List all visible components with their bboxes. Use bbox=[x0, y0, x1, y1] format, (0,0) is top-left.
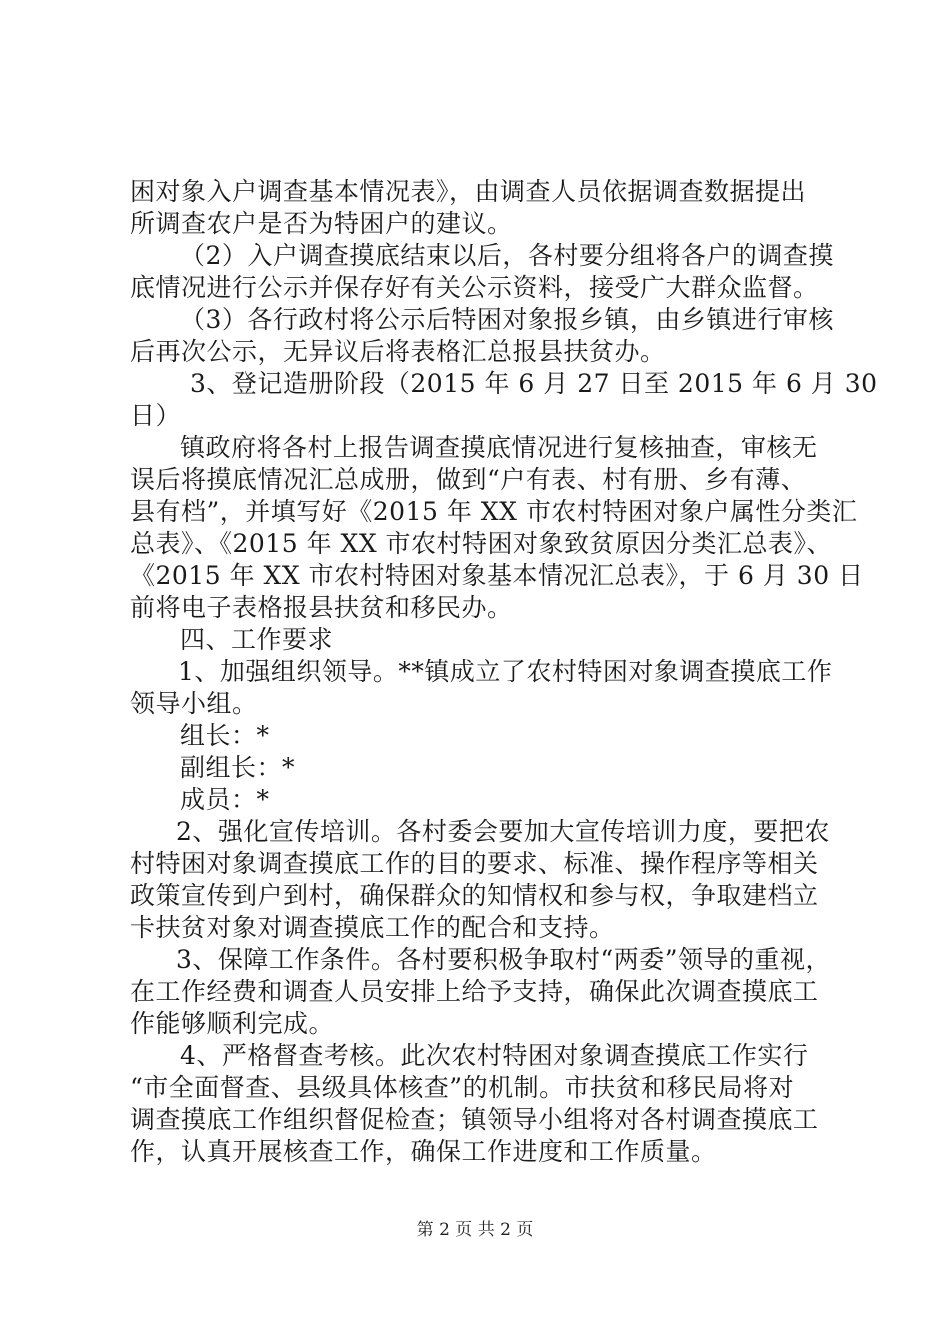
text-line: 前将电子表格报县扶贫和移民办。 bbox=[130, 593, 513, 622]
text-line: 县有档”，并填写好《2015 年 XX 市农村特困对象户属性分类汇 bbox=[130, 497, 858, 526]
text-line: 总表》、《2015 年 XX 市农村特困对象致贫原因分类汇总表》、 bbox=[130, 529, 833, 558]
text-line: 镇政府将各村上报告调查摸底情况进行复核抽查，审核无 bbox=[180, 433, 818, 462]
text-line: 日） bbox=[130, 401, 182, 430]
text-line: 2、强化宣传培训。各村委会要加大宣传培训力度，要把农 bbox=[176, 817, 830, 846]
text-line: “市全面督查、县级具体核查”的机制。市扶贫和移民局将对 bbox=[130, 1073, 795, 1102]
text-line: （2）入户调查摸底结束以后，各村要分组将各户的调查摸 bbox=[180, 241, 834, 270]
text-line: 后再次公示，无异议后将表格汇总报县扶贫办。 bbox=[130, 337, 666, 366]
text-line: （3）各行政村将公示后特困对象报乡镇，由乡镇进行审核 bbox=[180, 305, 834, 334]
section-heading: 3、登记造册阶段（2015 年 6 月 27 日至 2015 年 6 月 30 bbox=[190, 369, 878, 398]
text-line: 1、加强组织领导。**镇成立了农村特困对象调查摸底工作 bbox=[178, 657, 833, 686]
text-line: 作能够顺利完成。 bbox=[130, 1009, 335, 1038]
text-line: 组长：* bbox=[180, 721, 270, 750]
text-line: 卡扶贫对象对调查摸底工作的配合和支持。 bbox=[130, 913, 615, 942]
text-line: 底情况进行公示并保存好有关公示资料，接受广大群众监督。 bbox=[130, 273, 819, 302]
text-line: 副组长：* bbox=[180, 753, 296, 782]
text-line: 成员：* bbox=[180, 785, 270, 814]
text-line: 村特困对象调查摸底工作的目的要求、标准、操作程序等相关 bbox=[130, 849, 819, 878]
text-line: 误后将摸底情况汇总成册，做到“户有表、村有册、乡有薄、 bbox=[130, 465, 807, 494]
text-line: 在工作经费和调查人员安排上给予支持，确保此次调查摸底工 bbox=[130, 977, 819, 1006]
text-line: 所调查农户是否为特困户的建议。 bbox=[130, 209, 513, 238]
text-line: 调查摸底工作组织督促检查；镇领导小组将对各村调查摸底工 bbox=[130, 1105, 819, 1134]
text-line: 困对象入户调查基本情况表》，由调查人员依据调查数据提出 bbox=[130, 177, 807, 206]
text-line: 《2015 年 XX 市农村特困对象基本情况汇总表》，于 6 月 30 日 bbox=[130, 561, 864, 590]
text-line: 政策宣传到户到村，确保群众的知情权和参与权，争取建档立 bbox=[130, 881, 819, 910]
text-line: 作，认真开展核查工作，确保工作进度和工作质量。 bbox=[130, 1137, 717, 1166]
text-line: 4、严格督查考核。此次农村特困对象调查摸底工作实行 bbox=[180, 1041, 809, 1070]
text-line: 领导小组。 bbox=[130, 689, 258, 718]
section-heading: 四、工作要求 bbox=[180, 625, 334, 654]
page-footer: 第 2 页 共 2 页 bbox=[416, 1220, 534, 1240]
text-line: 3、保障工作条件。各村要积极争取村“两委”领导的重视， bbox=[176, 945, 831, 974]
